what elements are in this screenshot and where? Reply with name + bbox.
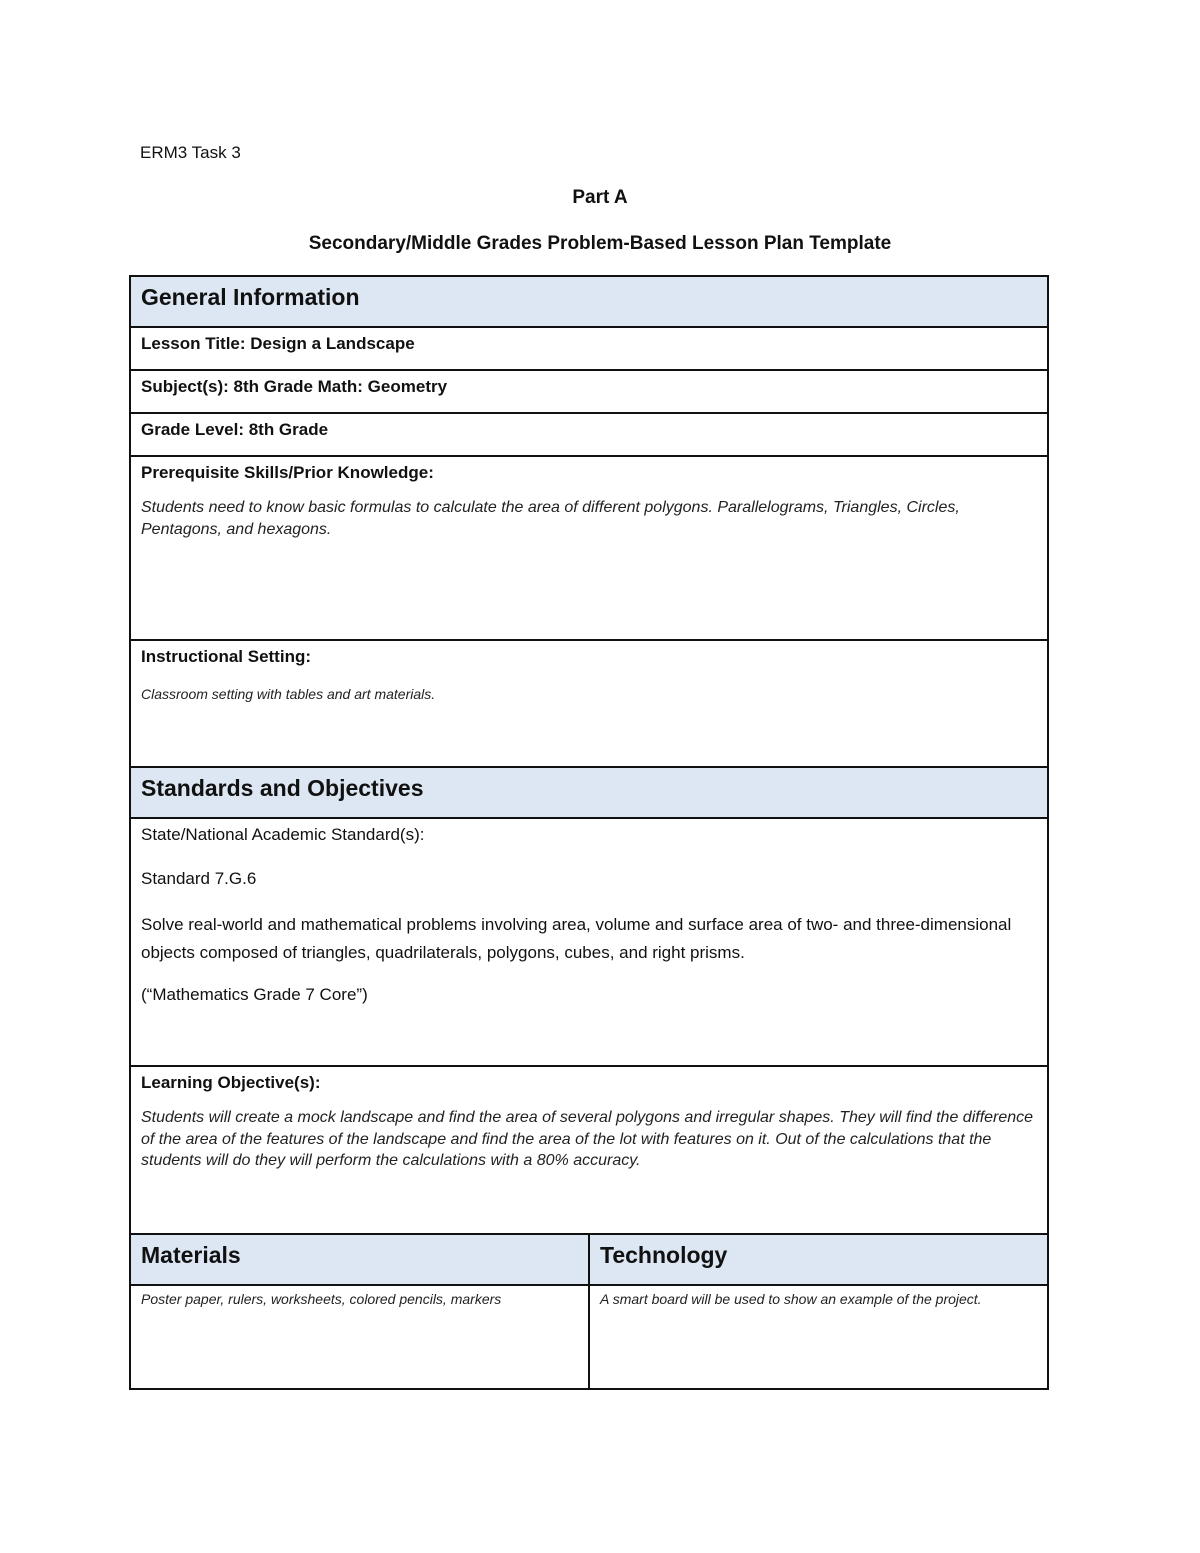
subjects-cell xyxy=(130,370,1048,413)
standard-citation: (“Mathematics Grade 7 Core”) xyxy=(141,984,368,1004)
standards-label: State/National Academic Standard(s): xyxy=(141,825,425,844)
technology-heading: Technology xyxy=(589,1234,1048,1285)
subjects: Subject(s): 8th Grade Math: Geometry xyxy=(141,377,448,396)
standards-objectives-heading: Standards and Objectives xyxy=(130,767,1048,818)
prerequisite-text: Students need to know basic formulas to calculate the area of different polygons. Parallelograms, Triangles, Circles, Pentagons, and hexagons. xyxy=(141,499,960,538)
prerequisite-label: Prerequisite Skills/Prior Knowledge: xyxy=(141,463,434,482)
part-title: Part A xyxy=(572,187,628,208)
standard-text: Solve real-world and mathematical problems involving area, volume and surface area of two- and three-dimensional objects composed of triangles, quadrilaterals, polygons, cubes, and right prisms. xyxy=(141,914,1012,962)
instructional-setting-text: Classroom setting with tables and art materials. xyxy=(141,686,436,702)
materials-heading: Materials xyxy=(130,1234,589,1285)
general-information-heading: General Information xyxy=(130,276,1048,327)
technology-cell xyxy=(589,1285,1048,1389)
lesson-title-cell xyxy=(130,327,1048,370)
prerequisite-cell xyxy=(130,456,1048,640)
learning-objectives-text: Students will create a mock landscape and find the area of several polygons and irregular shapes. They will find the difference of the area of the features of the landscape and find the area of the lot with features on it. Out of the calculations that the students will do they will perform the calculations with a 80% accuracy. xyxy=(141,1109,1034,1170)
materials-cell xyxy=(130,1285,589,1389)
standards-cell xyxy=(130,818,1048,1066)
grade-level: Grade Level: 8th Grade xyxy=(141,420,329,439)
lesson-plan-table xyxy=(129,275,1049,1390)
grade-level-cell xyxy=(130,413,1048,456)
task-label: ERM3 Task 3 xyxy=(140,143,241,162)
materials-text: Poster paper, rulers, worksheets, colored pencils, markers xyxy=(141,1291,502,1307)
learning-objectives-label: Learning Objective(s): xyxy=(141,1073,321,1092)
instructional-setting-cell xyxy=(130,640,1048,767)
learning-objectives-cell xyxy=(130,1066,1048,1234)
instructional-setting-label: Instructional Setting: xyxy=(141,647,311,666)
standard-code: Standard 7.G.6 xyxy=(141,868,257,888)
technology-text: A smart board will be used to show an example of the project. xyxy=(600,1291,982,1307)
lesson-title: Lesson Title: Design a Landscape xyxy=(141,334,415,353)
document-title: Secondary/Middle Grades Problem-Based Lesson Plan Template xyxy=(308,233,892,254)
